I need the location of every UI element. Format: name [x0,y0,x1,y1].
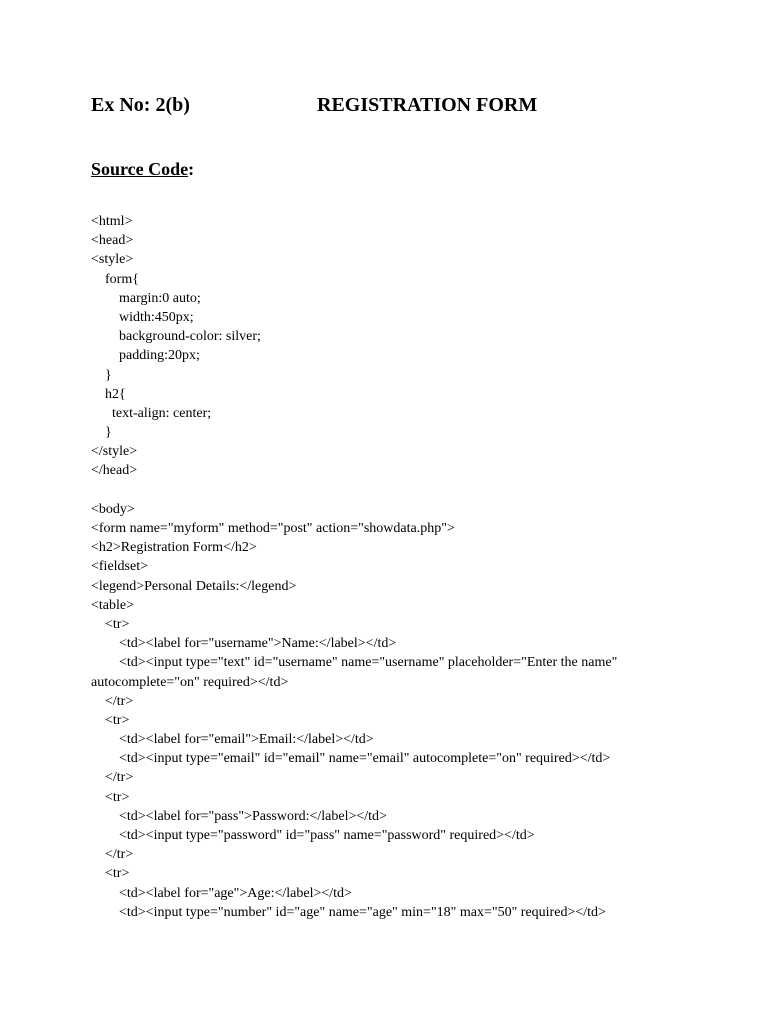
code-line: </style> [91,444,138,460]
section-heading-colon: : [188,159,195,179]
code-line: <html> [91,214,133,229]
code-line: } [91,425,112,441]
code-line: <legend>Personal Details:</legend> [91,578,297,594]
code-line: <td><label for="pass">Password:</label></td> [91,808,387,824]
code-line: <tr> [91,866,130,882]
code-line: <td><label for="username">Name:</label></td> [91,636,397,652]
source-code-block [91,212,691,922]
code-line: <td><input type="email" id="email" name="email" autocomplete="on" required></td> [91,751,611,767]
code-line: text-align: center; [91,405,212,421]
exercise-number: Ex No: 2(b) [91,94,190,116]
code-line: <td><input type="text" id="username" name="username" placeholder="Enter the name" [91,655,618,671]
code-line: width:450px; [91,309,194,325]
code-line: </tr> [91,847,134,863]
code-line: </head> [91,463,138,479]
code-line: background-color: silver; [91,329,261,345]
page-title: REGISTRATION FORM [317,94,538,116]
code-line: h2{ [91,386,126,402]
code-line: <style> [91,252,134,268]
code-line: <td><label for="email">Email:</label></td> [91,732,374,748]
code-line: form{ [91,271,139,287]
code-line: <tr> [91,616,130,632]
code-line: <head> [91,233,134,249]
code-line: <body> [91,501,135,517]
code-line: <tr> [91,712,130,728]
code-line: } [91,367,112,383]
code-line: <td><input type="number" id="age" name="age" min="18" max="50" required></td> [91,904,606,920]
code-line: autocomplete="on" required></td> [91,674,289,690]
code-line: <form name="myform" method="post" action="showdata.php"> [91,521,455,536]
section-heading-label: Source Code [91,159,189,179]
code-line: margin:0 auto; [91,290,201,306]
code-line: <td><label for="age">Age:</label></td> [91,885,352,901]
code-line: <h2>Registration Form</h2> [91,540,257,556]
code-line: </tr> [91,693,134,709]
code-line: <fieldset> [91,559,148,575]
section-heading [91,157,194,181]
code-line: <td><input type="password" id="pass" name="password" required></td> [91,828,535,843]
code-line [91,481,691,500]
code-line: <tr> [91,789,130,805]
code-line: padding:20px; [91,348,200,364]
code-line: </tr> [91,770,134,786]
code-line: <table> [91,597,134,613]
